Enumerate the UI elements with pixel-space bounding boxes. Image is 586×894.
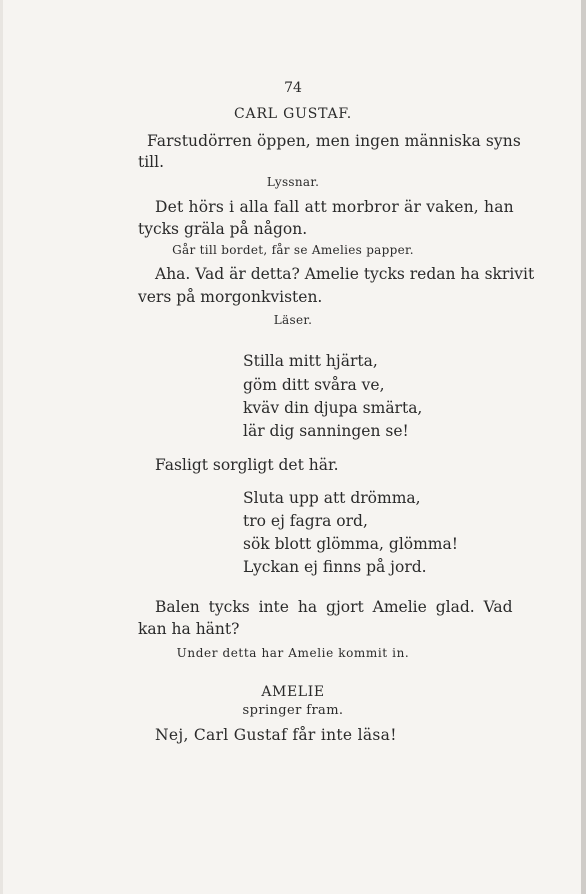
prose-line-3a: Aha. Vad är detta? Amelie tycks redan ha skrivit xyxy=(155,265,535,283)
prose-line-2b: tycks gräla på någon. xyxy=(138,220,308,238)
poem2-line-4: Lyckan ej finns på jord. xyxy=(243,558,427,576)
speaker-amelie: AMELIE xyxy=(261,684,325,700)
prose-line-5a: Balen tycks inte ha gjort Amelie glad. Vad xyxy=(155,598,513,616)
poem1-line-1: Stilla mitt hjärta, xyxy=(243,352,378,370)
prose-line-5b: kan ha hänt? xyxy=(138,620,240,638)
prose-line-1b: till. xyxy=(138,153,165,171)
prose-line-1a: Farstudörren öppen, men ingen människa syns xyxy=(147,132,521,150)
page-left-edge xyxy=(0,0,3,894)
stage-direction-2: Går till bordet, får se Amelies papper. xyxy=(172,243,414,257)
poem2-line-1: Sluta upp att drömma, xyxy=(243,489,421,507)
poem1-line-2: göm ditt svåra ve, xyxy=(243,376,385,394)
page-right-edge xyxy=(581,0,586,894)
stage-direction-1: Lyssnar. xyxy=(266,175,320,189)
poem2-line-3: sök blott glömma, glömma! xyxy=(243,535,458,553)
stage-direction-4: Under detta har Amelie kommit in. xyxy=(176,646,410,660)
prose-line-3b: vers på morgonkvisten. xyxy=(138,288,323,306)
poem2-line-2: tro ej fagra ord, xyxy=(243,512,368,530)
poem1-line-4: lär dig sanningen se! xyxy=(243,422,409,440)
speaker-carl-gustaf: CARL GUSTAF. xyxy=(234,106,352,122)
stage-direction-3: Läser. xyxy=(273,313,313,327)
page-number: 74 xyxy=(284,80,302,96)
prose-line-4: Fasligt sorgligt det här. xyxy=(155,456,339,474)
poem1-line-3: kväv din djupa smärta, xyxy=(243,399,423,417)
prose-line-2a: Det hörs i alla fall att morbror är vaken, han xyxy=(155,198,514,216)
stage-direction-5: springer fram. xyxy=(242,703,344,718)
prose-line-6: Nej, Carl Gustaf får inte läsa! xyxy=(155,726,397,744)
